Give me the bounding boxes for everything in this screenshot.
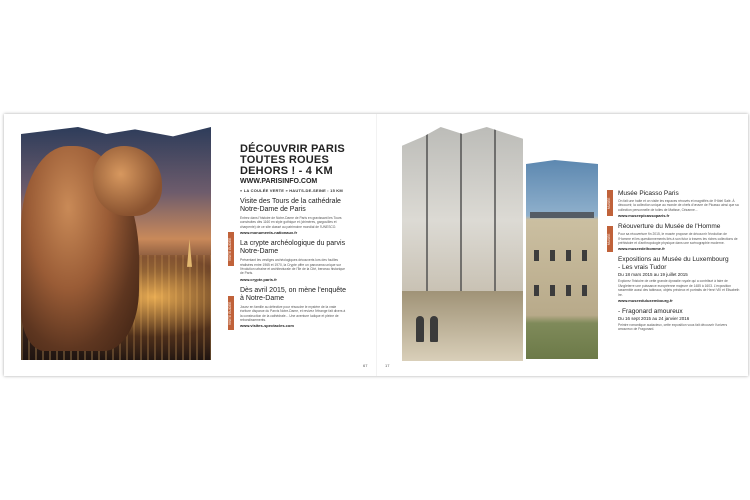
section-tours: [240, 198, 348, 235]
section-body: Explorez l'histoire de cette grande dynastie royale qui a contribué à faire de l'Angleterre une puissance européenne majeure de 1485 à 1603. L'exposition rassemble aussi des tableaux, objets précieux et portraits de Henri VIII et Elisabeth Ire.: [618, 279, 740, 297]
right-side-tab-1: MUSÉE: [607, 190, 613, 216]
left-side-tab-1: VISITE GUIDÉE: [228, 232, 234, 266]
hotel-sale-photo: [526, 160, 598, 359]
gargoyle-photo: [21, 127, 211, 360]
eiffel-tower-silhouette: [187, 239, 192, 267]
section-body: Entrez dans l'histoire de Notre-Dame de Paris en gravissant les Tours construites dès 1160 en style gothique et (chimères, gargouilles et charpente) de ce site classé au patrimoine mondial de l'UNESCO.: [240, 216, 342, 229]
section-dates: Du 18 mars 2015 au 19 juillet 2015: [618, 272, 688, 278]
brochure-spread: [4, 114, 748, 376]
museum-hall-photo: [402, 127, 523, 361]
section-title: Visite des Tours de la cathédrale Notre-Dame de Paris: [240, 198, 341, 213]
section-luxembourg: [618, 256, 740, 303]
section-link[interactable]: www.museepicassoparis.fr: [618, 213, 670, 219]
section-title: Expositions au Musée du Luxembourg: [618, 256, 729, 264]
section-body: Pour sa réouverture fin 2015, le musée propose de découvrir l'évolution de l'Homme et les questionnements liés à son futur à travers les riches collections de préhistoire et d'anthropologie physique dans une scénographie moderne.: [618, 232, 738, 246]
section-title: La crypte archéologique du parvis Notre-Dame: [240, 240, 346, 256]
right-text-column: [618, 190, 740, 337]
section-body: Présentant les vestiges archéologiques découverts lors des fouilles réalisées entre 1965 et 1970, la Crypte offre un panorama unique sur l'évolution urbaine et architecturale de l'Île de la Cité, berceau historique de Paris.: [240, 258, 345, 276]
left-side-tab-2: VISITE GUIDÉE: [228, 296, 234, 330]
section-body: Jouez en famille au détective pour résoudre le mystère de la vraie écriture disparue du Parvis Notre-Dame, et revivez l'étrange fait divers à la construction de la cathédrale... Une aventure ludique et pleine de rebondissements.: [240, 304, 346, 323]
title-url[interactable]: WWW.PARISINFO.COM: [240, 178, 318, 185]
page-number-left: 67: [363, 363, 368, 368]
building-window: [534, 285, 539, 296]
section-link[interactable]: www.monuments-nationaux.fr: [240, 230, 298, 236]
section-link[interactable]: www.museedelhomme.fr: [618, 246, 665, 252]
building-window: [550, 250, 555, 261]
page-title: DÉCOUVRIR PARIS TOUTES ROUES DEHORS ! - 4 KM: [240, 143, 345, 177]
visitor-figure: [430, 316, 438, 342]
section-link[interactable]: www.visites-spectacles.com: [240, 323, 294, 329]
section-title: Réouverture du Musée de l'Homme: [618, 223, 721, 231]
section-title: Dès avril 2015, on mène l'enquête à Notre-Dame: [240, 286, 347, 302]
right-side-tab-2: MUSÉE: [607, 226, 613, 252]
section-link[interactable]: www.museeduluxembourg.fr: [618, 298, 673, 304]
building-window: [582, 285, 587, 296]
title-subline: « LA COULÉE VERTE » HAUTS-DE-SEINE : 15 KM: [240, 188, 343, 193]
page-number-right: 17: [385, 363, 390, 368]
section-title: Musée Picasso Paris: [618, 190, 679, 197]
building-window: [550, 285, 555, 296]
left-text-column: [240, 144, 348, 328]
building-window: [582, 250, 587, 261]
page-gutter: [376, 114, 377, 376]
section-title: - Fragonard amoureux: [618, 308, 683, 316]
section-picasso: [618, 190, 740, 218]
section-body: On fait une halte et on visite les espaces rénovés et magnifiés de l'Hôtel Salé. À découvrir, la collection unique au monde de chefs d'œuvre de Picasso ainsi que sa collection personnelle de toiles de Matisse, Cézanne...: [618, 199, 739, 212]
building-window: [566, 285, 571, 296]
gargoyle-head: [93, 146, 161, 216]
building-roof: [530, 212, 595, 218]
section-subtitle: - Les vrais Tudor: [618, 264, 667, 272]
section-link[interactable]: www.crypte.paris.fr: [240, 276, 277, 282]
section-dates: Du 16 sept 2015 au 24 janvier 2016: [618, 316, 690, 322]
section-enquete: [240, 287, 348, 329]
building-window: [566, 250, 571, 261]
section-body: Peintre romantique audacieux, cette exposition vous fait découvrir l'univers amoureux de Fragonard.: [618, 323, 728, 332]
section-fragonard: [618, 308, 740, 332]
visitor-figure: [416, 316, 424, 342]
section-crypte: [240, 240, 348, 282]
section-musee-homme: [618, 223, 740, 251]
building-window: [534, 250, 539, 261]
